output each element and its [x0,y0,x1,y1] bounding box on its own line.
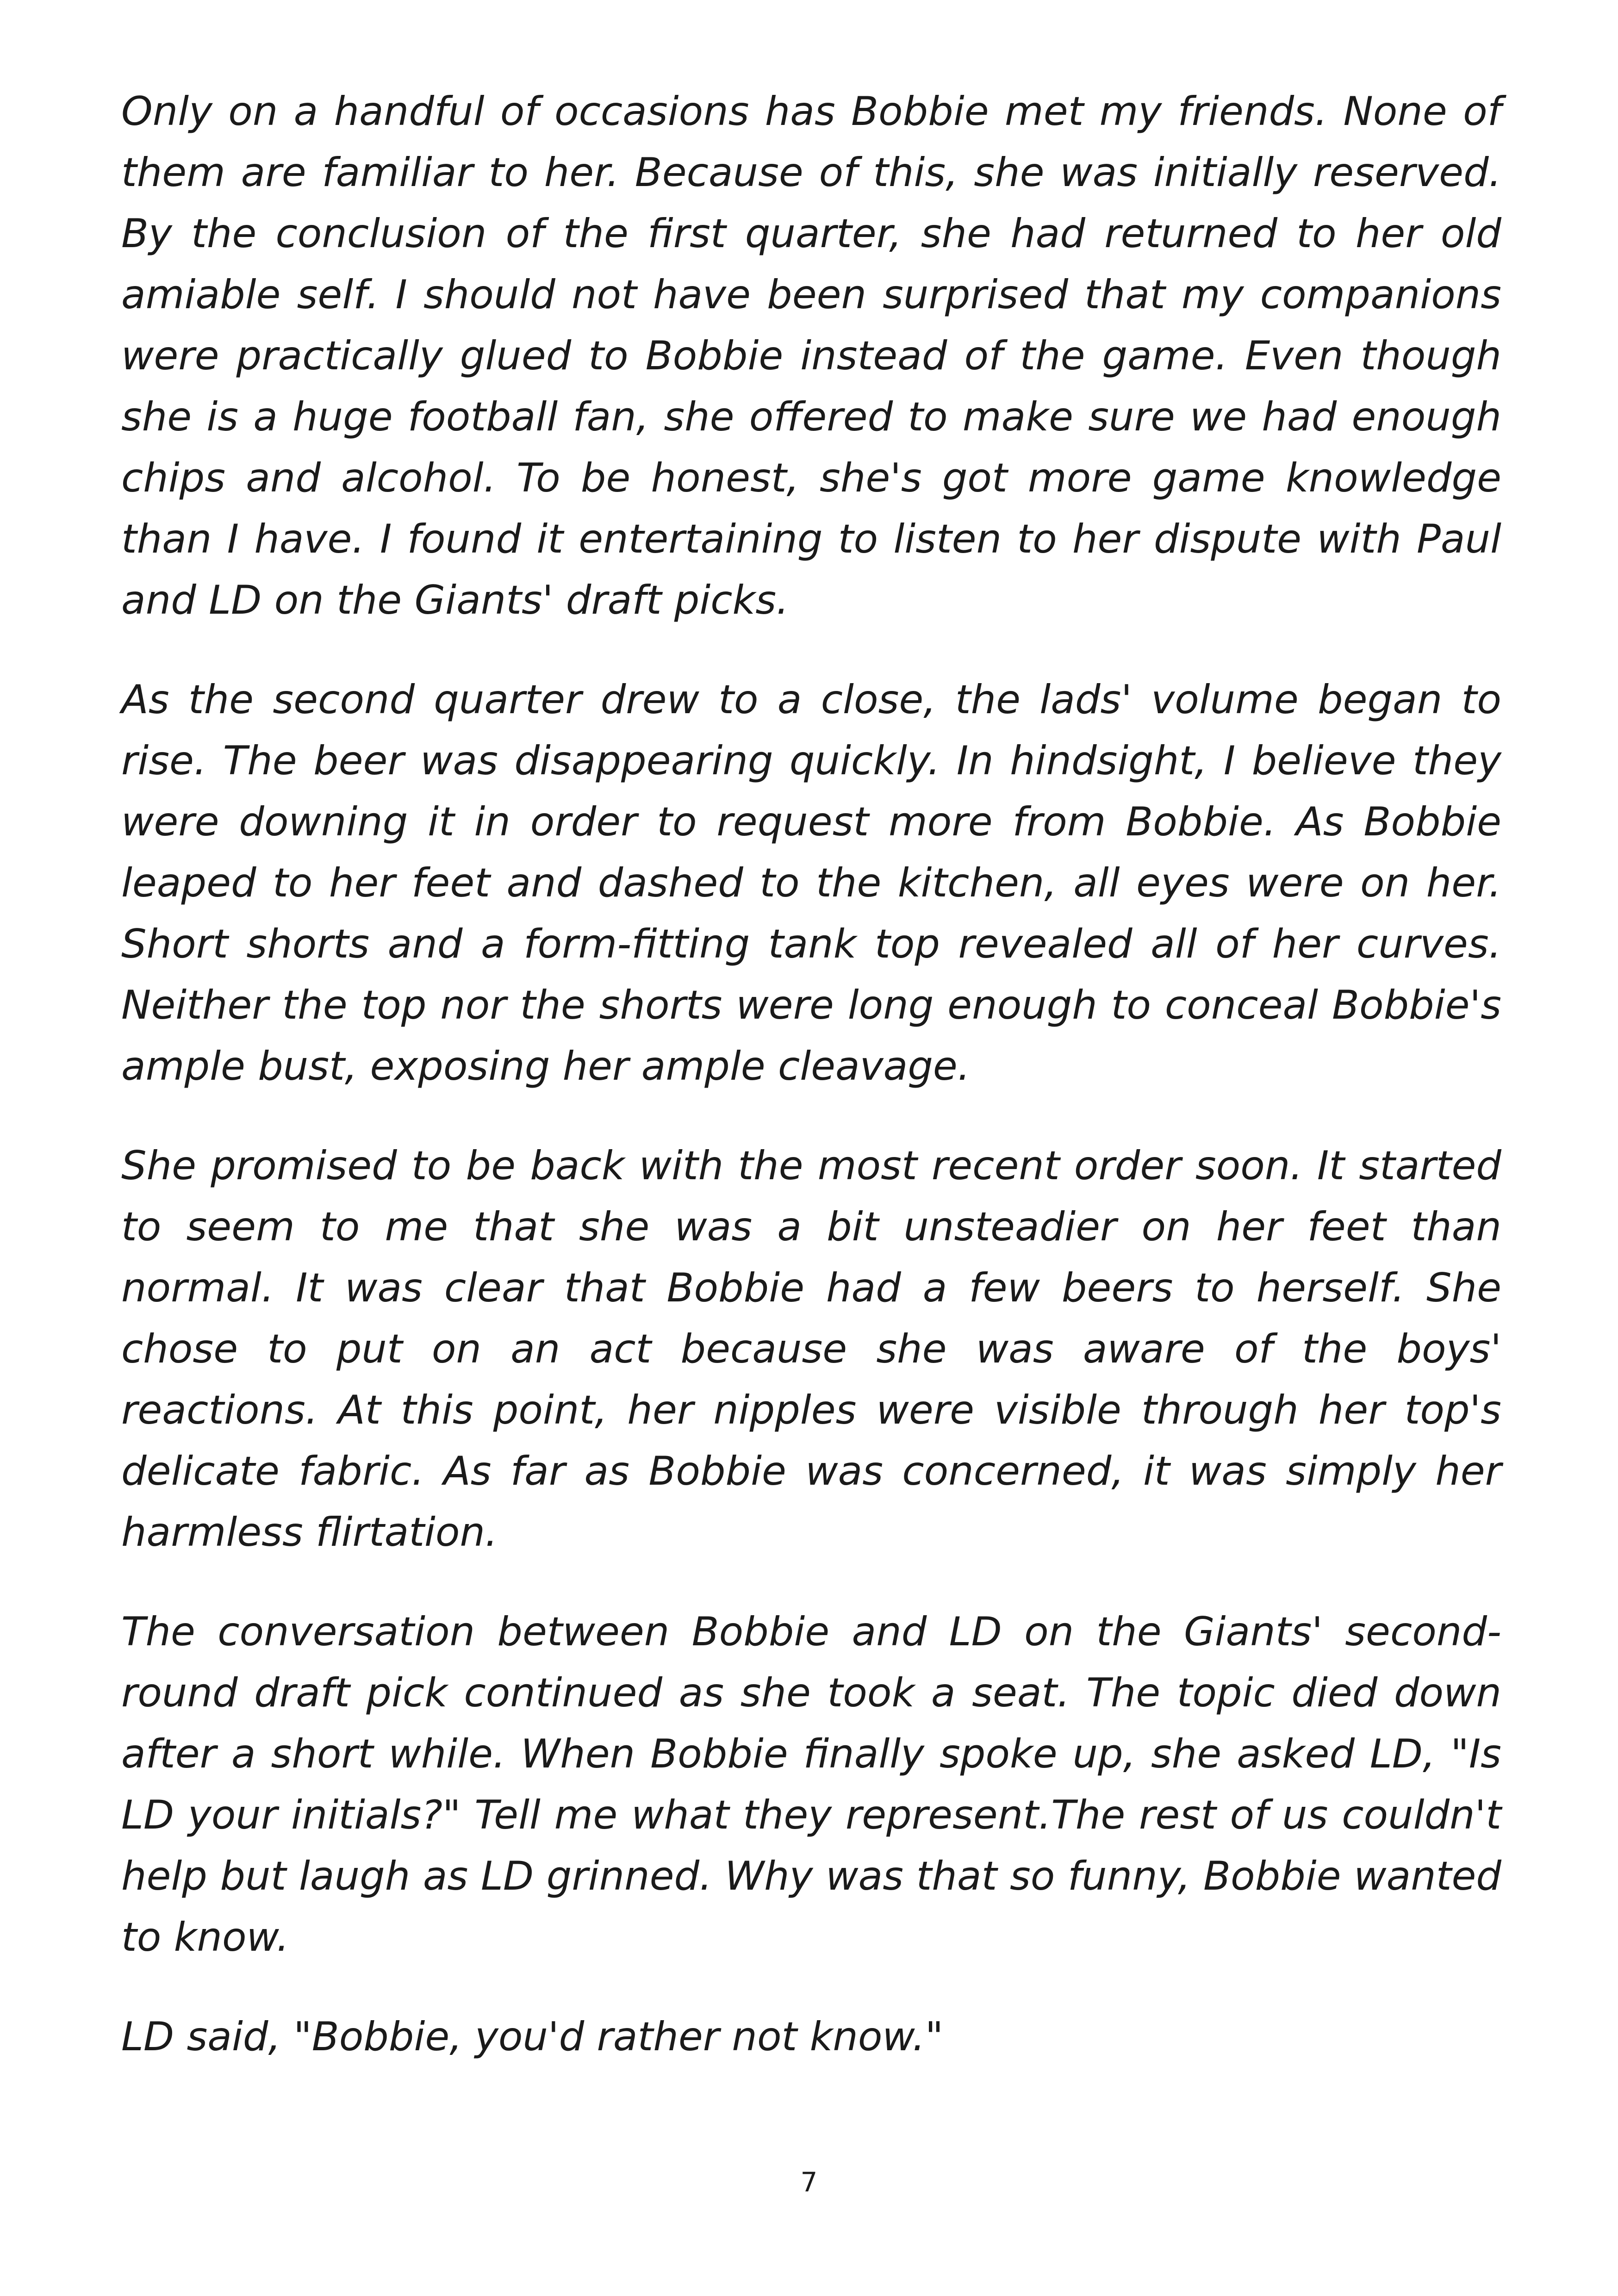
paragraph-4: The conversation between Bobbie and LD on the Giants' second-round draft pick continued as she took a seat. The topic died down after a short while. When Bobbie finally spoke up, she asked LD, "Is LD your initials?" Tell me what they represent.The rest of us couldn't help but laugh as LD grinned. Why was that so funny, Bobbie wanted to know. [121,1609,1501,1960]
page-number: 7 [800,2166,818,2198]
paragraph-3: She promised to be back with the most recent order soon. It started to seem to me that she was a bit unsteadier on her feet than normal. It was clear that Bobbie had a few beers to herself. She chose to put on an act because she was aware of the boys' reactions. At this point, her nipples were visible through her top's delicate fabric. As far as Bobbie was concerned, it was simply her harmless flirtation. [121,1143,1501,1556]
paragraph-1: Only on a handful of occasions has Bobbie met my friends. None of them are familiar to her. Because of this, she was initially reserved. By the conclusion of the first quarter, she had returned to her old amiable self. I should not have been surprised that my companions were practically glued to Bobbie instead of the game. Even though she is a huge football fan, she offered to make sure we had enough chips and alcohol. To be honest, she's got more game knowledge than I have. I found it entertaining to listen to her dispute with Paul and LD on the Giants' draft picks. [121,88,1501,623]
body-text [121,81,1501,2106]
paragraph-2: As the second quarter drew to a close, the lads' volume began to rise. The beer was disappearing quickly. In hindsight, I believe they were downing it in order to request more from Bobbie. As Bobbie leaped to her feet and dashed to the kitchen, all eyes were on her. Short shorts and a form-fitting tank top revealed all of her curves. Neither the top nor the shorts were long enough to conceal Bobbie's ample bust, exposing her ample cleavage. [121,677,1501,1089]
paragraph-5: LD said, "Bobbie, you'd rather not know." [121,2014,944,2060]
